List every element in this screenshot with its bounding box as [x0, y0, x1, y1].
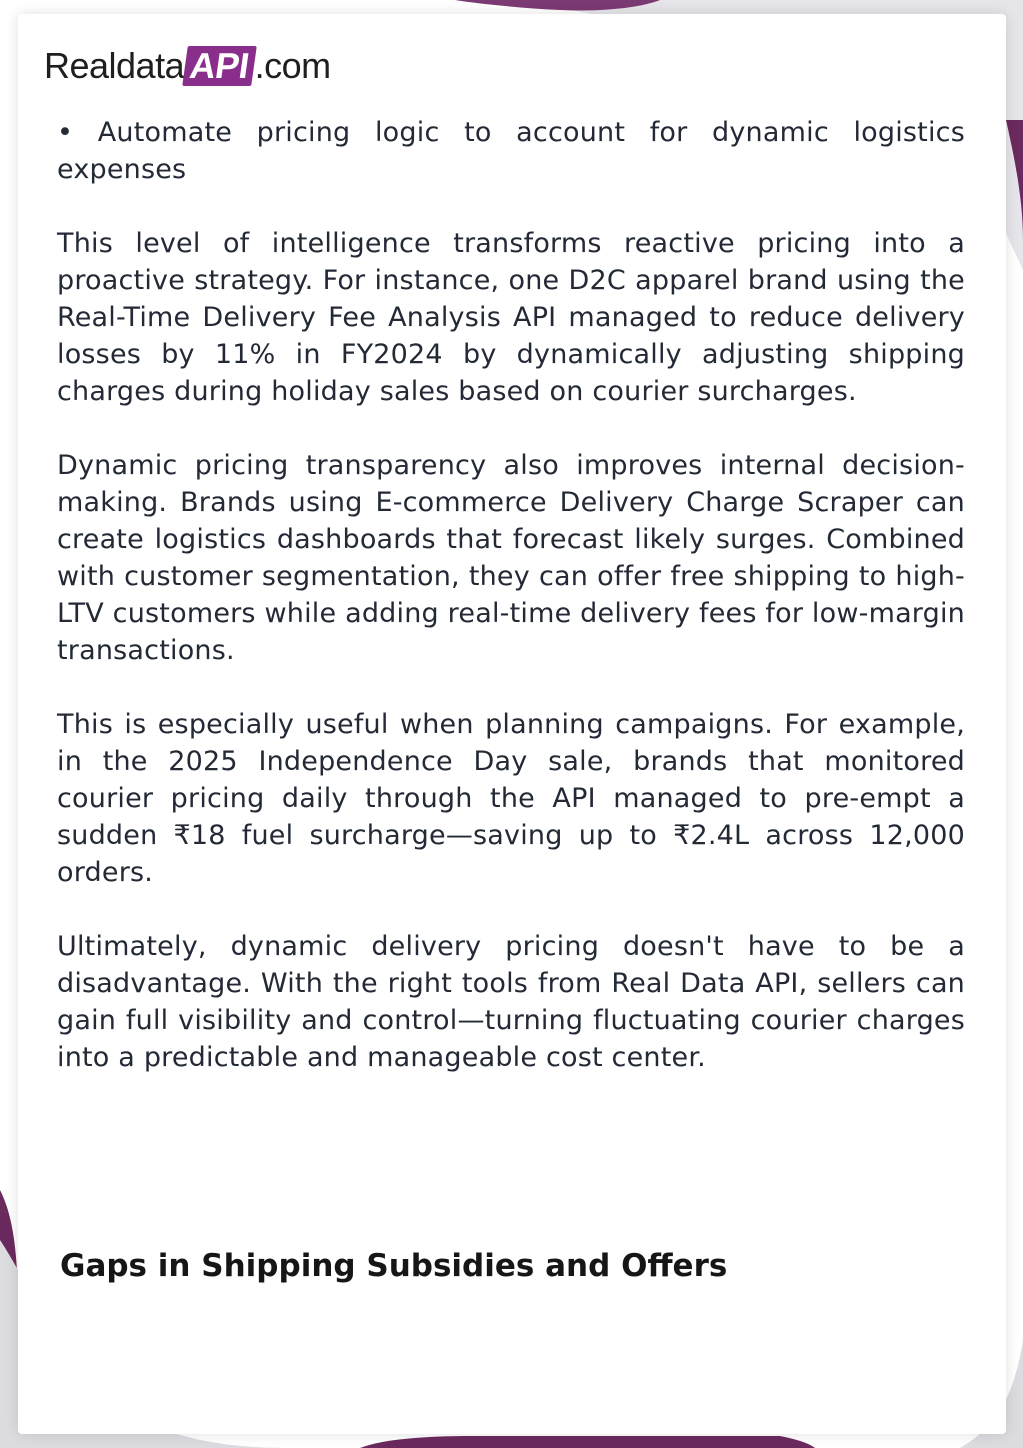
paragraph-campaigns: This is especially useful when planning campaigns. For example, in the 2025 Independence Day sale, brands that monitored courier pricing daily through the API managed to pre-empt a sudden ₹18 fuel surcharge—saving up to ₹2.4L across 12,000 orders. [57, 709, 965, 888]
deco-bottom-purple-strip [360, 1436, 815, 1448]
paragraph-intelligence: This level of intelligence transforms reactive pricing into a proactive strategy. For instance, one D2C apparel brand using the Real-Time Delivery Fee Analysis API managed to reduce delivery losses by 11% in FY2024 by dynamically adjusting shipping charges during holiday sales based on courier surcharges. [57, 228, 965, 407]
logo-suffix: .com [254, 45, 331, 86]
bullet-text: Automate pricing logic to account for dynamic logistics expenses [57, 117, 965, 185]
article-body [57, 114, 965, 1113]
bullet-marker: • [57, 117, 74, 148]
realdataapi-logo[interactable] [44, 40, 331, 92]
section-heading: Gaps in Shipping Subsidies and Offers [60, 1248, 728, 1284]
logo-api-highlight: API [182, 46, 256, 86]
paragraph-transparency: Dynamic pricing transparency also improves internal decision-making. Brands using E-commerce Delivery Charge Scraper can create logistics dashboards that forecast likely surges. Combined with customer segmentation, they can offer free shipping to high-LTV customers while adding real-time delivery fees for low-margin transactions. [57, 450, 965, 666]
paragraph-conclusion: Ultimately, dynamic delivery pricing doesn't have to be a disadvantage. With the right tools from Real Data API, sellers can gain full visibility and control—turning fluctuating courier charges into a predictable and manageable cost center. [57, 931, 965, 1073]
bullet-item [57, 114, 965, 188]
logo-prefix: Realdata [44, 45, 185, 86]
